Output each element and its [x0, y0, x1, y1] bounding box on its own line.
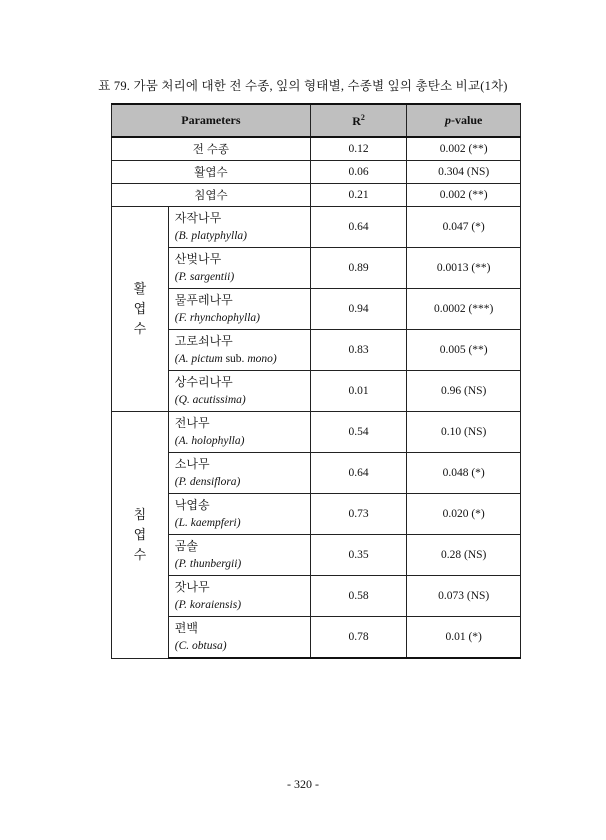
header-pvalue-p: p — [445, 113, 452, 127]
species-cell — [168, 535, 310, 576]
r2-cell: 0.12 — [310, 137, 407, 161]
group-char: 수 — [133, 546, 147, 562]
header-r2-base: R — [352, 113, 361, 128]
species-korean-name: 잣나무 — [174, 580, 210, 594]
species-cell — [168, 576, 310, 617]
header-row — [112, 104, 521, 137]
group-label-broadleaf — [112, 207, 169, 412]
table-row — [112, 248, 521, 289]
species-cell — [168, 453, 310, 494]
r2-cell: 0.06 — [310, 161, 407, 184]
r2-cell: 0.54 — [310, 412, 407, 453]
species-scientific-name: (F. rhynchophylla) — [174, 312, 260, 324]
species-korean-name: 고로쇠나무 — [174, 334, 233, 348]
group-label-conifer — [112, 412, 169, 659]
header-pvalue — [407, 104, 521, 137]
table-row — [112, 330, 521, 371]
species-korean-name: 산벚나무 — [174, 252, 222, 266]
table-row — [112, 412, 521, 453]
table-row — [112, 576, 521, 617]
species-cell — [168, 248, 310, 289]
r2-cell: 0.01 — [310, 371, 407, 412]
pvalue-cell: 0.304 (NS) — [407, 161, 521, 184]
species-cell — [168, 617, 310, 659]
r2-cell: 0.64 — [310, 453, 407, 494]
species-scientific-name: (C. obtusa) — [174, 640, 227, 652]
r2-cell: 0.64 — [310, 207, 407, 248]
pvalue-cell: 0.0002 (***) — [407, 289, 521, 330]
species-cell — [168, 371, 310, 412]
sci-part: mono) — [247, 353, 277, 365]
sci-part: sub. — [222, 353, 248, 365]
r2-cell: 0.94 — [310, 289, 407, 330]
table-row — [112, 289, 521, 330]
table-caption: 표 79. 가뭄 처리에 대한 전 수종, 잎의 형태별, 수종별 잎의 총탄소 비교(1차) — [98, 79, 508, 93]
pvalue-cell: 0.002 (**) — [407, 184, 521, 207]
r2-cell: 0.83 — [310, 330, 407, 371]
species-korean-name: 전나무 — [174, 416, 210, 430]
pvalue-cell: 0.005 (**) — [407, 330, 521, 371]
species-korean-name: 소나무 — [174, 457, 210, 471]
header-r2 — [310, 104, 407, 137]
group-char: 활 — [133, 281, 147, 296]
species-korean-name: 물푸레나무 — [174, 293, 233, 307]
pvalue-cell: 0.28 (NS) — [407, 535, 521, 576]
pvalue-cell: 0.002 (**) — [407, 137, 521, 161]
r2-cell: 0.21 — [310, 184, 407, 207]
species-cell — [168, 289, 310, 330]
sci-part: (A. pictum — [174, 353, 223, 365]
species-cell — [168, 494, 310, 535]
header-parameters: Parameters — [112, 104, 311, 137]
pvalue-cell: 0.020 (*) — [407, 494, 521, 535]
group-char: 엽 — [133, 526, 147, 542]
species-scientific-name: (P. koraiensis) — [174, 599, 242, 611]
species-scientific-name: (P. thunbergii) — [174, 558, 242, 570]
pvalue-cell: 0.10 (NS) — [407, 412, 521, 453]
species-korean-name: 낙엽송 — [174, 498, 210, 512]
species-scientific-name: (Q. acutissima) — [174, 394, 246, 406]
table-row — [112, 453, 521, 494]
pvalue-cell: 0.0013 (**) — [407, 248, 521, 289]
table-row — [112, 184, 521, 207]
table-row — [112, 137, 521, 161]
species-cell — [168, 412, 310, 453]
species-scientific-name — [175, 350, 310, 368]
species-korean-name: 자작나무 — [174, 211, 222, 225]
summary-label: 활엽수 — [112, 161, 311, 184]
r2-cell: 0.58 — [310, 576, 407, 617]
species-korean-name: 곰솔 — [174, 539, 198, 553]
species-scientific-name: (A. holophylla) — [174, 435, 245, 447]
r2-cell: 0.89 — [310, 248, 407, 289]
summary-label: 침엽수 — [112, 184, 311, 207]
r2-cell: 0.35 — [310, 535, 407, 576]
header-r2-sup: 2 — [360, 112, 365, 122]
pvalue-cell: 0.96 (NS) — [407, 371, 521, 412]
table-row — [112, 494, 521, 535]
species-korean-name: 편백 — [174, 621, 198, 635]
group-char: 침 — [133, 506, 147, 522]
table-row — [112, 617, 521, 659]
header-pvalue-rest: -value — [451, 113, 483, 127]
page-number: - 320 - — [287, 777, 319, 791]
table-row — [112, 535, 521, 576]
species-scientific-name: (B. platyphylla) — [174, 230, 247, 242]
species-scientific-name: (P. densiflora) — [174, 476, 241, 488]
pvalue-cell: 0.01 (*) — [407, 617, 521, 659]
group-char: 엽 — [133, 301, 147, 316]
group-char: 수 — [133, 321, 147, 336]
pvalue-cell: 0.048 (*) — [407, 453, 521, 494]
r2-cell: 0.78 — [310, 617, 407, 659]
table-row — [112, 207, 521, 248]
pvalue-cell: 0.047 (*) — [407, 207, 521, 248]
data-table — [111, 103, 521, 659]
species-scientific-name: (L. kaempferi) — [174, 517, 241, 529]
summary-label: 전 수종 — [112, 137, 311, 161]
r2-cell: 0.73 — [310, 494, 407, 535]
table-row — [112, 371, 521, 412]
species-scientific-name: (P. sargentii) — [174, 271, 235, 283]
species-cell — [168, 207, 310, 248]
pvalue-cell: 0.073 (NS) — [407, 576, 521, 617]
species-korean-name: 상수리나무 — [174, 375, 233, 389]
table-row — [112, 161, 521, 184]
species-cell — [168, 330, 310, 371]
